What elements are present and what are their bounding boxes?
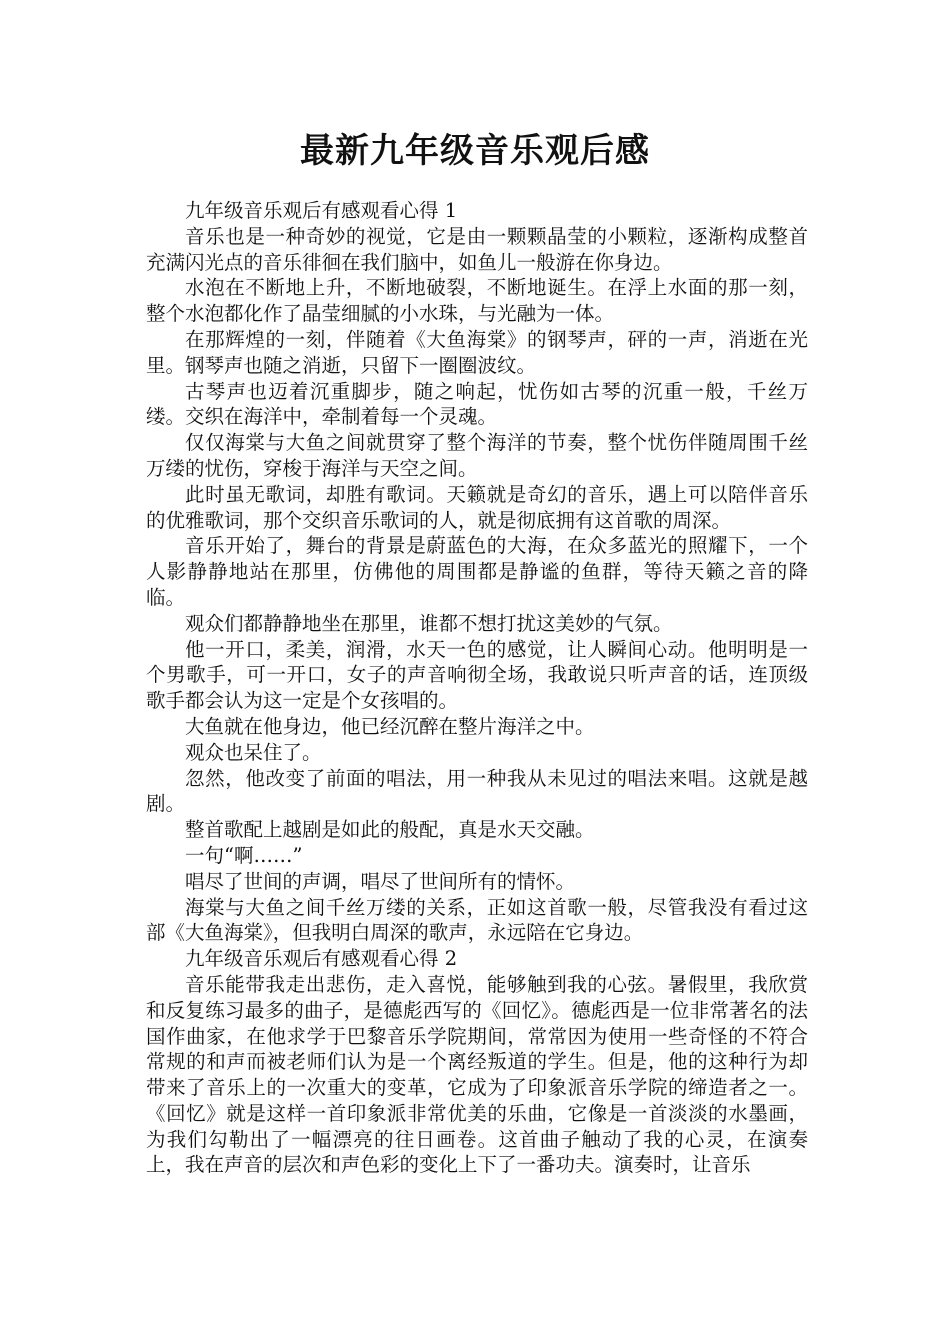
section-heading: 九年级音乐观后有感观看心得 2 bbox=[185, 947, 458, 971]
document-title: 最新九年级音乐观后感 bbox=[300, 131, 650, 171]
section-heading: 九年级音乐观后有感观看心得 1 bbox=[185, 199, 458, 222]
paragraph: 观众也呆住了。 bbox=[185, 740, 322, 764]
paragraph: 在那辉煌的一刻，伴随着《大鱼海棠》的钢琴声，砰的一声，消逝在光里。钢琴声也随之消逝，只留下一圈圈波纹。 bbox=[146, 327, 808, 377]
paragraph: 他一开口，柔美，润滑，水天一色的感觉，让人瞬间心动。他明明是一个男歌手，可一开口，女子的声音响彻全场，我敢说只听声音的话，连顶级歌手都会认为这一定是个女孩唱的。 bbox=[146, 637, 808, 713]
paragraph: 仅仅海棠与大鱼之间就贯穿了整个海洋的节奏，整个忧伤伴随周围千丝万缕的忧伤，穿梭于海洋与天空之间。 bbox=[146, 431, 808, 480]
paragraph: 音乐能带我走出悲伤，走入喜悦，能够触到我的心弦。暑假里，我欣赏和反复练习最多的曲子，是德彪西写的《回忆》。德彪西是一位非常著名的法国作曲家，在他求学于巴黎音乐学院期间，常常因为使用一些奇怪的不符合常规的和声而被老师们认为是一个离经叛道的学生。但是，他的这种行为却带来了音乐上的一次重大的变革，它成为了印象派音乐学院的缔造者之一。《回忆》就是这样一首印象派非常优美的乐曲，它像是一首淡淡的水墨画，为我们勾勒出了一幅漂亮的往日画卷。这首曲子触动了我的心灵，在演奏上，我在声音的层次和声色彩的变化上下了一番功夫。演奏时，让音乐 bbox=[146, 972, 808, 1177]
document-body bbox=[146, 198, 808, 1178]
paragraph: 整首歌配上越剧是如此的般配，真是水天交融。 bbox=[185, 818, 595, 842]
paragraph: 音乐开始了，舞台的背景是蔚蓝色的大海，在众多蓝光的照耀下，一个人影静静地站在那里，仿佛他的周围都是静谧的鱼群，等待天籁之音的降临。 bbox=[146, 534, 808, 609]
paragraph: 大鱼就在他身边，他已经沉醉在整片海洋之中。 bbox=[185, 714, 595, 738]
paragraph: 唱尽了世间的声调，唱尽了世间所有的情怀。 bbox=[185, 869, 576, 893]
paragraph: 水泡在不断地上升，不断地破裂，不断地诞生。在浮上水面的那一刻，整个水泡都化作了晶莹细腻的小水珠，与光融为一体。 bbox=[146, 276, 808, 326]
paragraph: 海棠与大鱼之间千丝万缕的关系，正如这首歌一般，尽管我没有看过这部《大鱼海棠》，但我明白周深的歌声，永远陪在它身边。 bbox=[146, 895, 808, 945]
paragraph: 古琴声也迈着沉重脚步，随之响起，忧伤如古琴的沉重一般，千丝万缕。交织在海洋中，牵制着每一个灵魂。 bbox=[146, 379, 808, 429]
paragraph: 一句“啊……” bbox=[185, 843, 303, 867]
paragraph: 观众们都静静地坐在那里，谁都不想打扰这美妙的气氛。 bbox=[185, 611, 673, 635]
paragraph: 音乐也是一种奇妙的视觉，它是由一颗颗晶莹的小颗粒，逐渐构成整首充满闪光点的音乐徘徊在我们脑中，如鱼儿一般游在你身边。 bbox=[146, 224, 808, 274]
paragraph: 忽然，他改变了前面的唱法，用一种我从未见过的唱法来唱。这就是越剧。 bbox=[146, 766, 808, 816]
paragraph: 此时虽无歌词，却胜有歌词。天籁就是奇幻的音乐，遇上可以陪伴音乐的优雅歌词，那个交织音乐歌词的人，就是彻底拥有这首歌的周深。 bbox=[146, 482, 808, 532]
